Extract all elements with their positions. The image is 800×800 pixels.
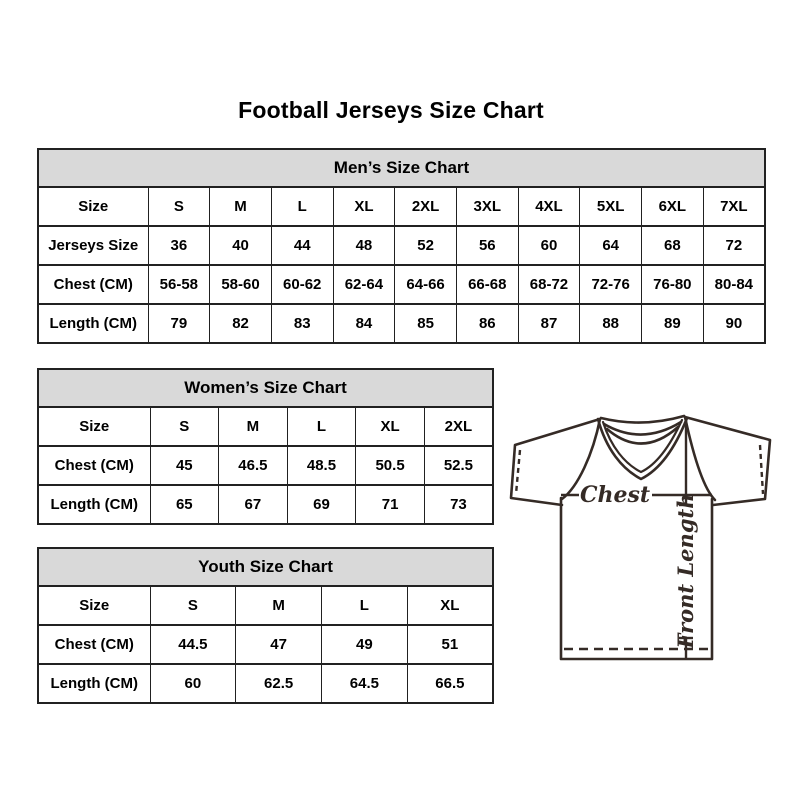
value-cell: 58-60 xyxy=(210,265,272,304)
value-cell: XL xyxy=(333,187,395,226)
value-cell: 66.5 xyxy=(407,664,493,703)
table-row xyxy=(38,407,493,446)
value-cell: 64-66 xyxy=(395,265,457,304)
value-cell: 4XL xyxy=(518,187,580,226)
value-cell: 7XL xyxy=(703,187,765,226)
value-cell: XL xyxy=(407,586,493,625)
row-header-cell: Size xyxy=(38,407,150,446)
value-cell: 69 xyxy=(287,485,356,524)
value-cell: 88 xyxy=(580,304,642,343)
page-title: Football Jerseys Size Chart xyxy=(238,97,544,123)
value-cell: 6XL xyxy=(642,187,704,226)
table-section-title: Youth Size Chart xyxy=(38,548,493,586)
value-cell: 65 xyxy=(150,485,219,524)
value-cell: 72-76 xyxy=(580,265,642,304)
front-length-label: Front Length xyxy=(673,493,698,649)
table-row xyxy=(38,625,493,664)
table-row xyxy=(38,586,493,625)
right-cuff-dashed-line xyxy=(760,445,763,494)
value-cell: XL xyxy=(356,407,425,446)
youth-size-table xyxy=(37,547,494,704)
value-cell: 64.5 xyxy=(322,664,408,703)
value-cell: 68 xyxy=(642,226,704,265)
table-row xyxy=(38,187,765,226)
value-cell: 44 xyxy=(271,226,333,265)
row-header-cell: Length (CM) xyxy=(38,485,150,524)
mens-size-table xyxy=(37,148,766,344)
value-cell: 73 xyxy=(424,485,493,524)
left-cuff-dashed-line xyxy=(516,450,520,494)
value-cell: L xyxy=(271,187,333,226)
value-cell: 52 xyxy=(395,226,457,265)
value-cell: S xyxy=(150,586,236,625)
table-header-row xyxy=(38,548,493,586)
value-cell: 80-84 xyxy=(703,265,765,304)
jersey-measurement-diagram xyxy=(503,398,783,674)
value-cell: 82 xyxy=(210,304,272,343)
value-cell: 56-58 xyxy=(148,265,210,304)
value-cell: 2XL xyxy=(395,187,457,226)
value-cell: M xyxy=(219,407,288,446)
value-cell: 85 xyxy=(395,304,457,343)
value-cell: 68-72 xyxy=(518,265,580,304)
value-cell: M xyxy=(210,187,272,226)
row-header-cell: Chest (CM) xyxy=(38,265,148,304)
value-cell: 71 xyxy=(356,485,425,524)
value-cell: 79 xyxy=(148,304,210,343)
value-cell: M xyxy=(236,586,322,625)
row-header-cell: Length (CM) xyxy=(38,664,150,703)
value-cell: 5XL xyxy=(580,187,642,226)
value-cell: 51 xyxy=(407,625,493,664)
value-cell: 48.5 xyxy=(287,446,356,485)
table-row xyxy=(38,446,493,485)
table-row xyxy=(38,485,493,524)
value-cell: 2XL xyxy=(424,407,493,446)
jersey-right-armhole xyxy=(685,417,715,500)
value-cell: 72 xyxy=(703,226,765,265)
table-section-title: Women’s Size Chart xyxy=(38,369,493,407)
row-header-cell: Chest (CM) xyxy=(38,625,150,664)
womens-size-table xyxy=(37,368,494,525)
value-cell: 36 xyxy=(148,226,210,265)
chest-label: Chest xyxy=(579,482,651,508)
value-cell: S xyxy=(150,407,219,446)
value-cell: 67 xyxy=(219,485,288,524)
value-cell: 3XL xyxy=(456,187,518,226)
value-cell: 56 xyxy=(456,226,518,265)
row-header-cell: Length (CM) xyxy=(38,304,148,343)
value-cell: 45 xyxy=(150,446,219,485)
table-section-title: Men’s Size Chart xyxy=(38,149,765,187)
value-cell: 66-68 xyxy=(456,265,518,304)
value-cell: 40 xyxy=(210,226,272,265)
value-cell: 62-64 xyxy=(333,265,395,304)
value-cell: 89 xyxy=(642,304,704,343)
value-cell: 84 xyxy=(333,304,395,343)
jersey-collar-top xyxy=(601,416,684,423)
value-cell: 48 xyxy=(333,226,395,265)
value-cell: 60-62 xyxy=(271,265,333,304)
value-cell: 83 xyxy=(271,304,333,343)
value-cell: 64 xyxy=(580,226,642,265)
row-header-cell: Size xyxy=(38,187,148,226)
table-row xyxy=(38,226,765,265)
row-header-cell: Jerseys Size xyxy=(38,226,148,265)
value-cell: L xyxy=(322,586,408,625)
value-cell: 76-80 xyxy=(642,265,704,304)
value-cell: 86 xyxy=(456,304,518,343)
table-row xyxy=(38,304,765,343)
table-row xyxy=(38,265,765,304)
table-header-row xyxy=(38,149,765,187)
value-cell: 50.5 xyxy=(356,446,425,485)
value-cell: 44.5 xyxy=(150,625,236,664)
value-cell: 90 xyxy=(703,304,765,343)
value-cell: 46.5 xyxy=(219,446,288,485)
value-cell: L xyxy=(287,407,356,446)
table-header-row xyxy=(38,369,493,407)
value-cell: S xyxy=(148,187,210,226)
value-cell: 47 xyxy=(236,625,322,664)
row-header-cell: Chest (CM) xyxy=(38,446,150,485)
jersey-right-sleeve xyxy=(685,417,770,505)
value-cell: 87 xyxy=(518,304,580,343)
value-cell: 60 xyxy=(518,226,580,265)
table-row xyxy=(38,664,493,703)
jersey-illustration xyxy=(503,398,783,674)
row-header-cell: Size xyxy=(38,586,150,625)
value-cell: 60 xyxy=(150,664,236,703)
value-cell: 49 xyxy=(322,625,408,664)
value-cell: 52.5 xyxy=(424,446,493,485)
value-cell: 62.5 xyxy=(236,664,322,703)
